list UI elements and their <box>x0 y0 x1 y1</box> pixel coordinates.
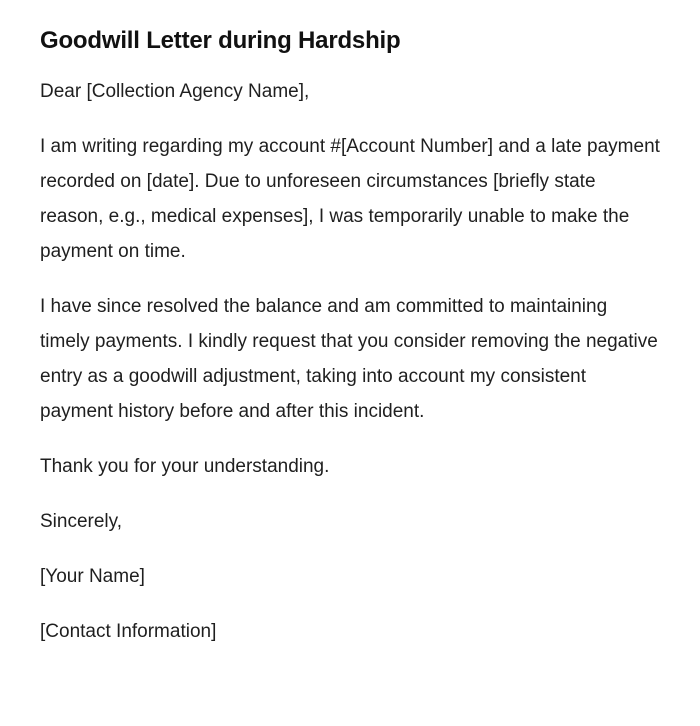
salutation: Dear [Collection Agency Name], <box>40 81 310 102</box>
body-paragraph-request: I have since resolved the balance and am committed to maintaining timely payments. I kindly request that you consider removing the negative entry as a goodwill adjustment, taking into account my consistent payment history before and after this incident. <box>40 296 658 422</box>
body-paragraph-thanks: Thank you for your understanding. <box>40 456 330 477</box>
body-paragraph-account: I am writing regarding my account #[Account Number] and a late payment recorded on [date]. Due to unforeseen circumstances [briefly state reason, e.g., medical expenses], I was temporarily unable to make the payment on time. <box>40 136 660 262</box>
letter-title: Goodwill Letter during Hardship <box>40 27 401 54</box>
signature-name: [Your Name] <box>40 566 145 587</box>
contact-info: [Contact Information] <box>40 621 217 642</box>
closing: Sincerely, <box>40 511 123 532</box>
